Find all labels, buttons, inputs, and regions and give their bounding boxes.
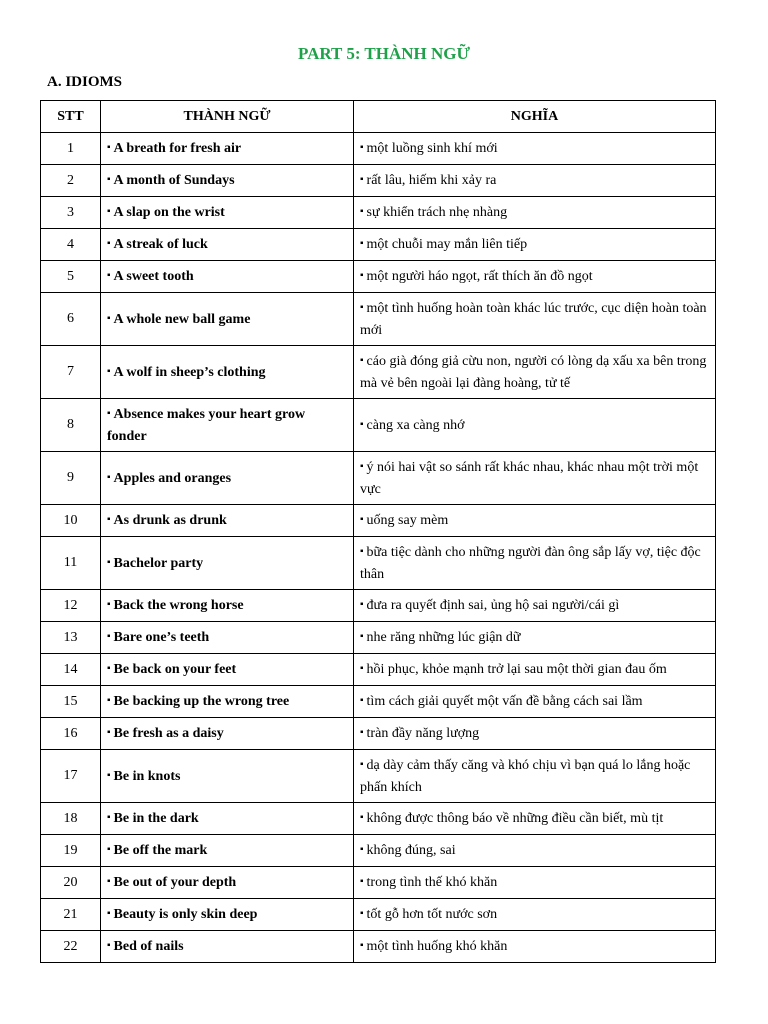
table-row [41, 505, 716, 537]
bullet-icon: ▪ [107, 908, 111, 919]
meaning-cell-text: dạ dày cảm thấy căng và khó chịu vì bạn quá lo lắng hoặc phấn khích [360, 757, 691, 795]
meaning-cell-text: bữa tiệc dành cho những người đàn ông sắp lấy vợ, tiệc độc thân [360, 544, 701, 582]
idiom-cell [101, 899, 354, 931]
row-number: 18 [41, 803, 101, 835]
idiom-cell-text: A slap on the wrist [113, 205, 225, 220]
meaning-cell-text: một tình huống khó khăn [366, 939, 508, 954]
idiom-cell-text: As drunk as drunk [113, 513, 227, 528]
bullet-icon: ▪ [360, 940, 364, 951]
meaning-cell-text: tràn đầy năng lượng [366, 726, 480, 741]
bullet-icon: ▪ [360, 758, 364, 770]
meaning-cell-text: đưa ra quyết định sai, ủng hộ sai người/cái gì [366, 598, 620, 613]
bullet-icon: ▪ [360, 631, 364, 642]
meaning-cell [354, 197, 716, 229]
row-number: 5 [41, 261, 101, 293]
meaning-cell [354, 867, 716, 899]
meaning-cell [354, 931, 716, 963]
bullet-icon: ▪ [107, 312, 111, 324]
meaning-cell [354, 293, 716, 346]
meaning-cell [354, 750, 716, 803]
meaning-cell [354, 803, 716, 835]
idiom-cell [101, 835, 354, 867]
idiom-cell [101, 537, 354, 590]
meaning-cell-text: không đúng, sai [366, 843, 456, 858]
meaning-cell-text: hồi phục, khỏe mạnh trở lại sau một thời gian đau ốm [366, 662, 667, 677]
idiom-cell [101, 718, 354, 750]
row-number: 22 [41, 931, 101, 963]
bullet-icon: ▪ [360, 418, 364, 430]
table-row [41, 133, 716, 165]
bullet-icon: ▪ [107, 556, 111, 568]
idiom-cell-text: Be in knots [113, 768, 181, 784]
idiom-cell [101, 133, 354, 165]
meaning-cell-text: một luồng sinh khí mới [366, 141, 498, 156]
bullet-icon: ▪ [360, 238, 364, 249]
row-number: 6 [41, 293, 101, 346]
table-row [41, 899, 716, 931]
bullet-icon: ▪ [360, 142, 364, 153]
idiom-cell-text: Be out of your depth [113, 875, 237, 890]
row-number: 17 [41, 750, 101, 803]
bullet-icon: ▪ [360, 174, 364, 185]
meaning-cell-text: tốt gỗ hơn tốt nước sơn [366, 907, 498, 922]
idiom-cell-text: A sweet tooth [113, 269, 194, 284]
idiom-cell-text: A month of Sundays [113, 173, 235, 188]
idiom-cell [101, 867, 354, 899]
bullet-icon: ▪ [107, 206, 111, 217]
header-meaning: NGHĨA [354, 101, 716, 133]
bullet-icon: ▪ [360, 695, 364, 706]
table-row [41, 835, 716, 867]
table-row [41, 654, 716, 686]
bullet-icon: ▪ [107, 471, 111, 483]
meaning-cell [354, 718, 716, 750]
row-number: 11 [41, 537, 101, 590]
row-number: 12 [41, 590, 101, 622]
meaning-cell [354, 835, 716, 867]
row-number: 10 [41, 505, 101, 537]
table-row [41, 931, 716, 963]
section-heading: A. IDIOMS [47, 74, 123, 90]
idiom-cell-text: A whole new ball game [113, 311, 251, 327]
idiom-cell [101, 229, 354, 261]
idiom-cell-text: A streak of luck [113, 237, 208, 252]
idiom-cell-text: Bare one’s teeth [113, 630, 210, 645]
bullet-icon: ▪ [107, 631, 111, 642]
table-row [41, 750, 716, 803]
row-number: 19 [41, 835, 101, 867]
meaning-cell-text: sự khiển trách nhẹ nhàng [366, 205, 508, 220]
bullet-icon: ▪ [360, 545, 364, 557]
bullet-icon: ▪ [360, 206, 364, 217]
idiom-cell [101, 622, 354, 654]
bullet-icon: ▪ [107, 876, 111, 887]
bullet-icon: ▪ [360, 270, 364, 281]
idiom-cell [101, 197, 354, 229]
row-number: 8 [41, 399, 101, 452]
row-number: 7 [41, 346, 101, 399]
idiom-cell-text: Be in the dark [113, 811, 199, 826]
bullet-icon: ▪ [107, 270, 111, 281]
meaning-cell-text: nhe răng những lúc giận dữ [366, 630, 521, 645]
meaning-cell [354, 399, 716, 452]
meaning-cell-text: càng xa càng nhớ [366, 417, 465, 433]
bullet-icon: ▪ [360, 663, 364, 674]
bullet-icon: ▪ [360, 844, 364, 855]
meaning-cell [354, 590, 716, 622]
bullet-icon: ▪ [360, 876, 364, 887]
idiom-cell-text: Be backing up the wrong tree [113, 694, 290, 709]
row-number: 9 [41, 452, 101, 505]
bullet-icon: ▪ [107, 142, 111, 153]
bullet-icon: ▪ [107, 769, 111, 781]
header-idiom: THÀNH NGỮ [101, 101, 354, 133]
idiom-cell [101, 452, 354, 505]
meaning-cell-text: một người háo ngọt, rất thích ăn đồ ngọt [366, 269, 593, 284]
idiom-cell-text: Back the wrong horse [113, 598, 244, 613]
table-row [41, 686, 716, 718]
idiom-cell-text: Be back on your feet [113, 662, 237, 677]
bullet-icon: ▪ [107, 812, 111, 823]
table-row [41, 537, 716, 590]
bullet-icon: ▪ [360, 354, 364, 366]
bullet-icon: ▪ [360, 460, 364, 472]
row-number: 2 [41, 165, 101, 197]
idiom-cell [101, 165, 354, 197]
idiom-cell [101, 803, 354, 835]
page-title: PART 5: THÀNH NGỮ [297, 44, 471, 63]
idiom-cell [101, 293, 354, 346]
idioms-table [40, 100, 716, 963]
idiom-cell [101, 261, 354, 293]
idiom-cell [101, 750, 354, 803]
idiom-cell-text: Be fresh as a daisy [113, 726, 224, 741]
meaning-cell-text: cáo già đóng giả cừu non, người có lòng dạ xấu xa bên trong mà vẻ bên ngoài lại đàng hoàng, tử tế [360, 353, 707, 391]
bullet-icon: ▪ [107, 663, 111, 674]
meaning-cell-text: một tình huống hoàn toàn khác lúc trước, cục diện hoàn toàn mới [360, 300, 707, 338]
row-number: 15 [41, 686, 101, 718]
header-stt: STT [41, 101, 101, 133]
bullet-icon: ▪ [107, 365, 111, 377]
bullet-icon: ▪ [107, 940, 111, 951]
table-row [41, 197, 716, 229]
row-number: 20 [41, 867, 101, 899]
table-row [41, 452, 716, 505]
table-row [41, 803, 716, 835]
bullet-icon: ▪ [360, 812, 364, 823]
row-number: 1 [41, 133, 101, 165]
bullet-icon: ▪ [360, 301, 364, 313]
meaning-cell-text: không được thông báo về những điều cần biết, mù tịt [366, 811, 664, 826]
row-number: 16 [41, 718, 101, 750]
idiom-cell [101, 346, 354, 399]
meaning-cell-text: tìm cách giải quyết một vấn đề bằng cách sai lầm [366, 694, 643, 709]
bullet-icon: ▪ [360, 599, 364, 610]
table-row [41, 346, 716, 399]
idiom-cell [101, 931, 354, 963]
table-row [41, 867, 716, 899]
row-number: 4 [41, 229, 101, 261]
idiom-cell [101, 505, 354, 537]
table-row [41, 293, 716, 346]
meaning-cell [354, 654, 716, 686]
bullet-icon: ▪ [107, 407, 111, 419]
meaning-cell [354, 899, 716, 931]
table-row [41, 165, 716, 197]
idiom-cell-text: Apples and oranges [113, 470, 232, 486]
idiom-cell-text: Absence makes your heart grow fonder [107, 406, 306, 444]
bullet-icon: ▪ [107, 844, 111, 855]
meaning-cell [354, 261, 716, 293]
idiom-cell-text: Be off the mark [113, 843, 208, 858]
bullet-icon: ▪ [107, 174, 111, 185]
idiom-cell-text: A breath for fresh air [113, 141, 242, 156]
meaning-cell [354, 622, 716, 654]
table-row [41, 399, 716, 452]
bullet-icon: ▪ [360, 727, 364, 738]
bullet-icon: ▪ [360, 908, 364, 919]
bullet-icon: ▪ [107, 727, 111, 738]
idiom-cell-text: Bed of nails [113, 939, 184, 954]
table-body [41, 133, 716, 963]
row-number: 13 [41, 622, 101, 654]
row-number: 14 [41, 654, 101, 686]
meaning-cell [354, 133, 716, 165]
table-row [41, 229, 716, 261]
table-row [41, 261, 716, 293]
idiom-cell [101, 399, 354, 452]
meaning-cell-text: uống say mèm [366, 513, 449, 528]
meaning-cell-text: một chuỗi may mắn liên tiếp [366, 237, 528, 252]
idiom-cell-text: A wolf in sheep’s clothing [113, 364, 266, 380]
bullet-icon: ▪ [107, 695, 111, 706]
table-header-row [41, 101, 716, 133]
meaning-cell-text: trong tình thế khó khăn [366, 875, 498, 890]
meaning-cell [354, 346, 716, 399]
table-row [41, 590, 716, 622]
idiom-cell [101, 654, 354, 686]
meaning-cell [354, 229, 716, 261]
meaning-cell-text: rất lâu, hiếm khi xảy ra [366, 173, 497, 188]
idiom-cell [101, 686, 354, 718]
idiom-cell-text: Beauty is only skin deep [113, 907, 258, 922]
meaning-cell [354, 452, 716, 505]
meaning-cell [354, 165, 716, 197]
meaning-cell [354, 505, 716, 537]
table-row [41, 718, 716, 750]
row-number: 3 [41, 197, 101, 229]
meaning-cell [354, 686, 716, 718]
table-row [41, 622, 716, 654]
idiom-cell-text: Bachelor party [113, 555, 204, 571]
bullet-icon: ▪ [107, 514, 111, 525]
row-number: 21 [41, 899, 101, 931]
idiom-cell [101, 590, 354, 622]
meaning-cell [354, 537, 716, 590]
meaning-cell-text: ý nói hai vật so sánh rất khác nhau, khác nhau một trời một vực [360, 459, 699, 497]
bullet-icon: ▪ [360, 514, 364, 525]
bullet-icon: ▪ [107, 238, 111, 249]
bullet-icon: ▪ [107, 599, 111, 610]
